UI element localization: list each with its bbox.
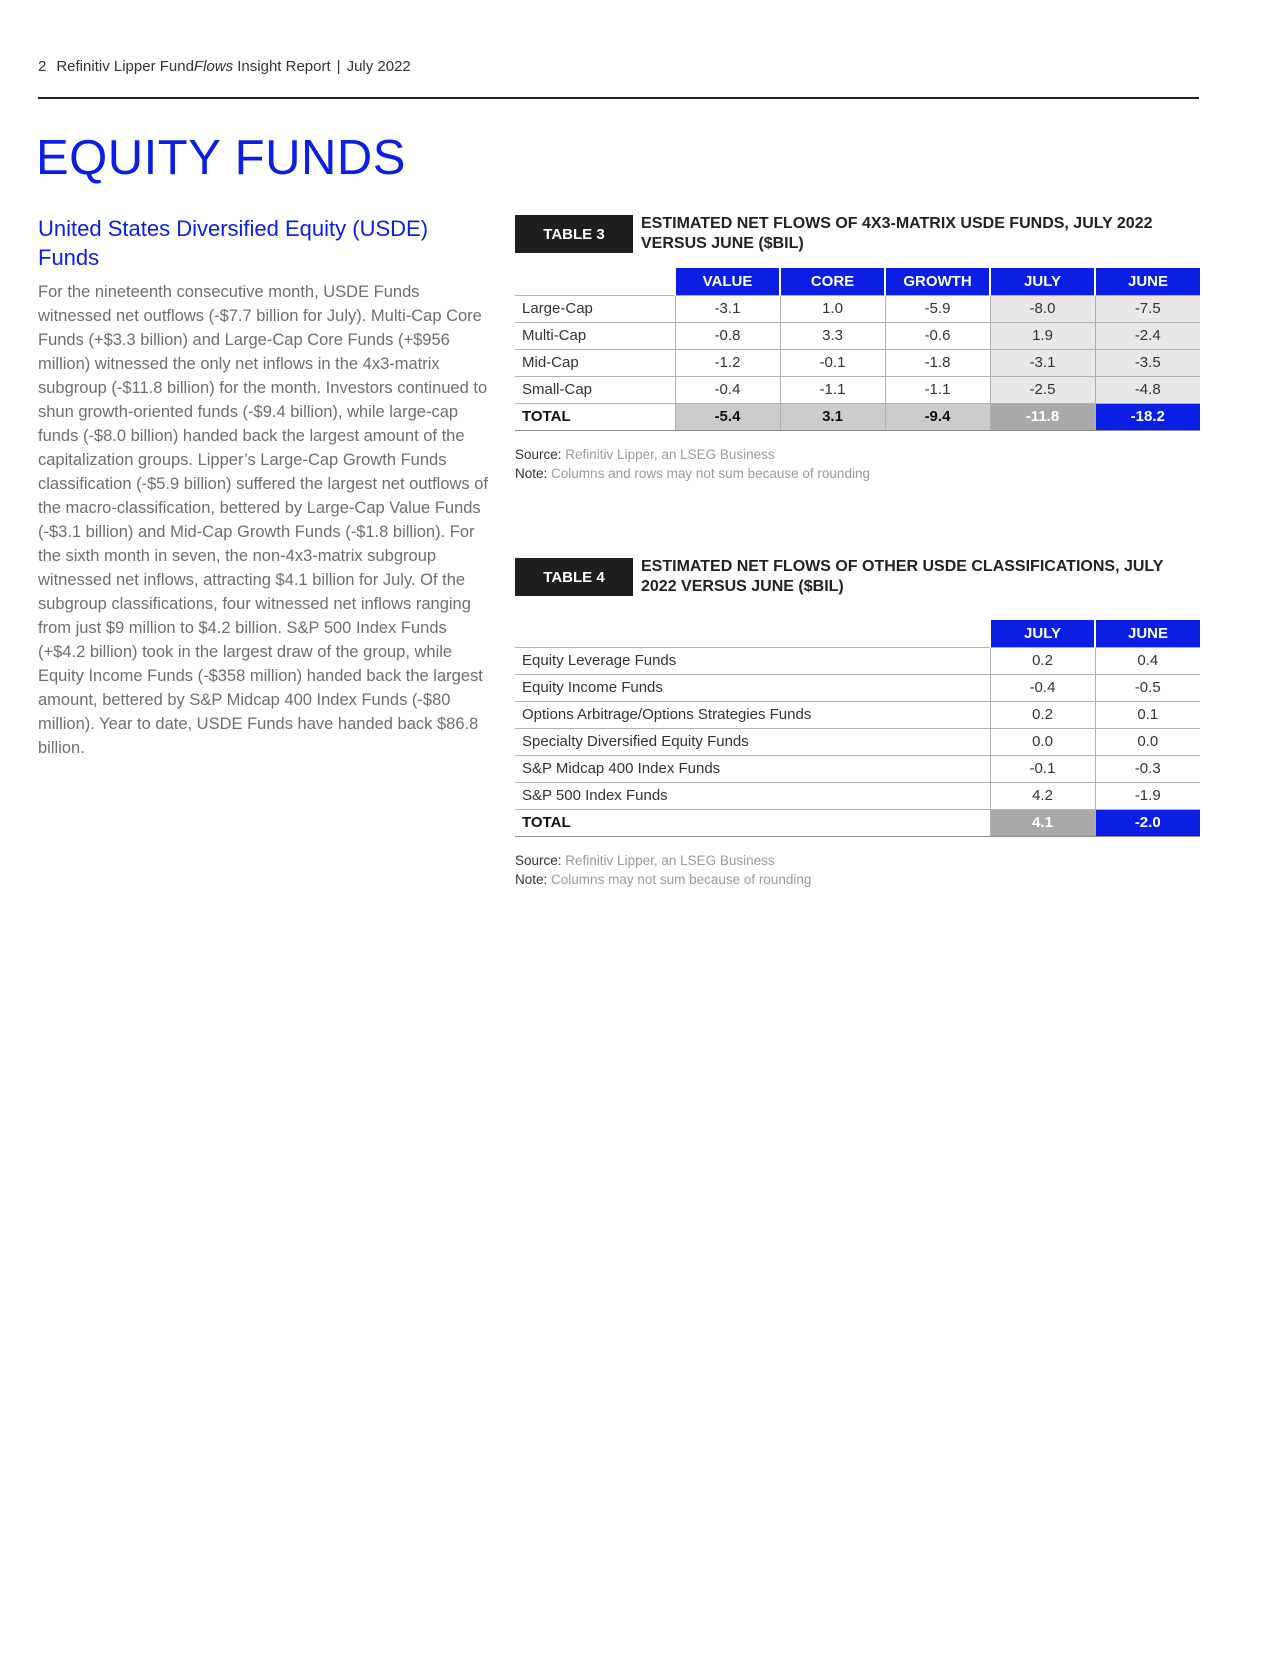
row-label: Options Arbitrage/Options Strategies Funds xyxy=(515,701,990,728)
table-cell: 0.0 xyxy=(990,728,1095,755)
table-row xyxy=(515,322,1200,349)
table-3-corner xyxy=(515,268,675,295)
total-label: TOTAL xyxy=(515,809,990,836)
table-4-col-june: JUNE xyxy=(1095,620,1200,647)
table-cell: 0.4 xyxy=(1095,647,1200,674)
table-cell: -8.0 xyxy=(990,295,1095,322)
table-cell: -1.9 xyxy=(1095,782,1200,809)
total-cell: 4.1 xyxy=(990,809,1095,836)
table-cell: -4.8 xyxy=(1095,376,1200,403)
table-3-col-june: JUNE xyxy=(1095,268,1200,295)
table-4-header-row xyxy=(515,620,1200,647)
row-label: Equity Leverage Funds xyxy=(515,647,990,674)
row-label: Multi-Cap xyxy=(515,322,675,349)
section-heading: United States Diversified Equity (USDE) Funds xyxy=(38,216,429,270)
row-label: S&P Midcap 400 Index Funds xyxy=(515,755,990,782)
row-label: Large-Cap xyxy=(515,295,675,322)
table-4-notes xyxy=(515,851,1200,889)
table-4 xyxy=(515,620,1200,837)
section-body: For the nineteenth consecutive month, USDE Funds witnessed net outflows (-$7.7 billion for July). Multi-Cap Core Funds (+$3.3 billion) and Large-Cap Core Funds (+$956 million) witnessed the only net inflows in the 4x3-matrix subgroup (-$11.8 billion) for the month. Investors continued to shun growth-oriented funds (-$9.4 billion), while large-cap funds (-$8.0 billion) handed back the largest amount of the capitalization groups. Lipper’s Large-Cap Growth Funds classification (-$5.9 billion) suffered the largest net outflows of the macro-classification, bettered by Large-Cap Value Funds (-$3.1 billion) and Mid-Cap Growth Funds (-$1.8 billion). For the sixth month in seven, the non-4x3-matrix subgroup witnessed net inflows, attracting $4.1 billion for July. Of the subgroup classifications, four witnessed net inflows ranging from just $9 million to $4.2 billion. S&P 500 Index Funds (+$4.2 billion) took in the largest draw of the group, while Equity Income Funds (-$358 million) handed back the largest amount, bettered by S&P Midcap 400 Index Funds (-$80 million). Year to date, USDE Funds have handed back $86.8 billion. xyxy=(38,283,489,757)
table-cell: 1.9 xyxy=(990,322,1095,349)
table-3-source xyxy=(515,445,1200,464)
table-row xyxy=(515,755,1200,782)
note-label: Note: xyxy=(515,871,548,887)
total-label: TOTAL xyxy=(515,403,675,430)
table-4-col-july: JULY xyxy=(990,620,1095,647)
table-4-tag: TABLE 4 xyxy=(515,558,633,596)
total-cell: -11.8 xyxy=(990,403,1095,430)
table-cell: 3.3 xyxy=(780,322,885,349)
table-cell: -3.1 xyxy=(990,349,1095,376)
table-cell: 0.0 xyxy=(1095,728,1200,755)
total-cell: -5.4 xyxy=(675,403,780,430)
table-3-block xyxy=(515,214,1200,483)
total-cell: 3.1 xyxy=(780,403,885,430)
source-text: Refinitiv Lipper, an LSEG Business xyxy=(565,446,775,462)
table-cell: -1.1 xyxy=(885,376,990,403)
report-name-italic: Flows xyxy=(193,58,234,75)
table-4-source xyxy=(515,851,1200,870)
table-3-total-row xyxy=(515,403,1200,430)
running-header xyxy=(38,58,411,75)
total-cell: -9.4 xyxy=(885,403,990,430)
table-cell: -2.4 xyxy=(1095,322,1200,349)
table-3-header xyxy=(515,214,1200,262)
table-3-notes xyxy=(515,445,1200,483)
table-cell: -0.1 xyxy=(990,755,1095,782)
table-cell: -7.5 xyxy=(1095,295,1200,322)
note-text: Columns and rows may not sum because of rounding xyxy=(551,465,870,481)
table-4-corner xyxy=(515,620,990,647)
table-3-note xyxy=(515,464,1200,483)
source-label: Source: xyxy=(515,446,562,462)
table-cell: -0.8 xyxy=(675,322,780,349)
table-3-col-growth: GROWTH xyxy=(885,268,990,295)
report-name-suffix: Insight Report xyxy=(233,58,331,75)
row-label: Mid-Cap xyxy=(515,349,675,376)
row-label: Small-Cap xyxy=(515,376,675,403)
table-4-note xyxy=(515,870,1200,889)
table-cell: 1.0 xyxy=(780,295,885,322)
table-3 xyxy=(515,268,1200,431)
table-cell: -1.1 xyxy=(780,376,885,403)
note-label: Note: xyxy=(515,465,548,481)
table-cell: -1.8 xyxy=(885,349,990,376)
table-cell: -3.1 xyxy=(675,295,780,322)
note-text: Columns may not sum because of rounding xyxy=(551,871,812,887)
table-cell: 4.2 xyxy=(990,782,1095,809)
source-text: Refinitiv Lipper, an LSEG Business xyxy=(565,852,775,868)
table-cell: 0.2 xyxy=(990,701,1095,728)
table-cell: -0.1 xyxy=(780,349,885,376)
source-label: Source: xyxy=(515,852,562,868)
table-row xyxy=(515,728,1200,755)
table-3-col-core: CORE xyxy=(780,268,885,295)
table-cell: -0.5 xyxy=(1095,674,1200,701)
page-number: 2 xyxy=(38,58,47,75)
table-3-caption: ESTIMATED NET FLOWS OF 4X3-MATRIX USDE FUNDS, JULY 2022 VERSUS JUNE ($BIL) xyxy=(641,215,1153,252)
header-separator: | xyxy=(336,58,341,75)
report-name-prefix: Refinitiv Lipper Fund xyxy=(56,58,194,75)
table-cell: -0.6 xyxy=(885,322,990,349)
table-4-block xyxy=(515,557,1200,889)
total-cell: -18.2 xyxy=(1095,403,1200,430)
table-cell: -0.4 xyxy=(675,376,780,403)
row-label: Specialty Diversified Equity Funds xyxy=(515,728,990,755)
table-cell: -1.2 xyxy=(675,349,780,376)
table-cell: -2.5 xyxy=(990,376,1095,403)
table-3-header-row xyxy=(515,268,1200,295)
table-4-caption: ESTIMATED NET FLOWS OF OTHER USDE CLASSIFICATIONS, JULY 2022 VERSUS JUNE ($BIL) xyxy=(641,558,1164,595)
table-row xyxy=(515,349,1200,376)
table-row xyxy=(515,782,1200,809)
table-3-col-july: JULY xyxy=(990,268,1095,295)
table-row xyxy=(515,376,1200,403)
table-4-header xyxy=(515,557,1200,605)
total-cell: -2.0 xyxy=(1095,809,1200,836)
table-row xyxy=(515,674,1200,701)
table-cell: -3.5 xyxy=(1095,349,1200,376)
report-date: July 2022 xyxy=(346,58,411,75)
table-row xyxy=(515,701,1200,728)
table-4-total-row xyxy=(515,809,1200,836)
table-row xyxy=(515,295,1200,322)
row-label: Equity Income Funds xyxy=(515,674,990,701)
table-cell: 0.2 xyxy=(990,647,1095,674)
table-cell: -0.4 xyxy=(990,674,1095,701)
table-cell: -0.3 xyxy=(1095,755,1200,782)
row-label: S&P 500 Index Funds xyxy=(515,782,990,809)
table-3-col-value: VALUE xyxy=(675,268,780,295)
table-3-tag: TABLE 3 xyxy=(515,215,633,253)
table-cell: 0.1 xyxy=(1095,701,1200,728)
table-row xyxy=(515,647,1200,674)
usde-section xyxy=(38,214,488,760)
table-cell: -5.9 xyxy=(885,295,990,322)
page-title: EQUITY FUNDS xyxy=(36,131,406,185)
header-rule xyxy=(38,97,1199,99)
